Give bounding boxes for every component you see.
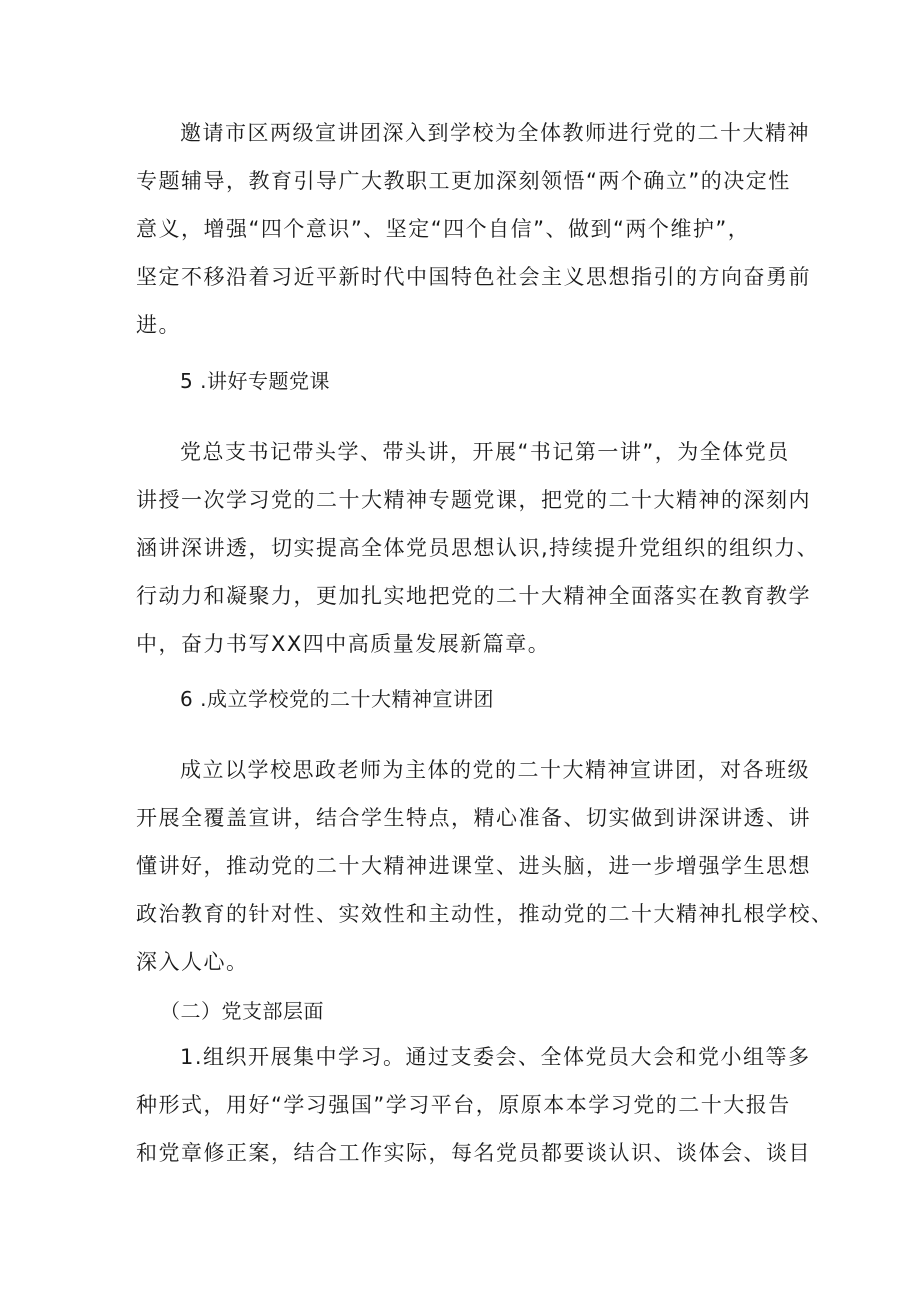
text-line: 讲授一次学习党的二十大精神专题党课，把党的二十大精神的深刻内 [136, 488, 811, 512]
text-line: 邀请市区两级宣讲团深入到学校为全体教师进行党的二十大精神 [180, 121, 810, 145]
section-heading-6: 6 .成立学校党的二十大精神宣讲团 [180, 687, 494, 711]
text-line: 政治教育的针对性、实效性和主动性，推动党的二十大精神扎根学校、 [136, 902, 834, 926]
text-line: 1.组织开展集中学习。通过支委会、全体党员大会和党小组等多 [180, 1045, 811, 1069]
text-line: 行动力和凝聚力，更加扎实地把党的二十大精神全面落实在教育教学 [136, 584, 811, 608]
text-line: 涵讲深讲透，切实提高全体党员思想认识,持续提升党组织的组织力、 [136, 536, 820, 560]
text-line: 开展全覆盖宣讲，结合学生特点，精心准备、切实做到讲深讲透、讲 [136, 806, 811, 830]
text-line: 种形式，用好“学习强国”学习平台，原原本本学习党的二十大报告 [136, 1093, 791, 1117]
text-line: 中，奋力书写XX四中高质量发展新篇章。 [136, 632, 551, 656]
text-line: 坚定不移沿着习近平新时代中国特色社会主义思想指引的方向奋勇前 [136, 265, 811, 289]
section-heading-5: 5 .讲好专题党课 [180, 369, 330, 393]
text-line: 意义，增强“四个意识”、坚定“四个自信”、做到“两个维护”， [136, 217, 751, 241]
text-line: 深入人心。 [136, 950, 249, 974]
text-line: 成立以学校思政老师为主体的党的二十大精神宣讲团，对各班级 [180, 758, 810, 782]
text-line: 和党章修正案，结合工作实际，每名党员都要谈认识、谈体会、谈目 [136, 1141, 811, 1165]
text-line: 懂讲好，推动党的二十大精神进课堂、进头脑，进一步增强学生思想 [136, 854, 811, 878]
text-line: 专题辅导，教育引导广大教职工更加深刻领悟“两个确立”的决定性 [136, 169, 791, 193]
section-heading-branch-level: （二）党支部层面 [160, 999, 324, 1023]
text-line: 进。 [136, 313, 181, 337]
text-line: 党总支书记带头学、带头讲，开展“书记第一讲”，为全体党员 [180, 440, 790, 464]
